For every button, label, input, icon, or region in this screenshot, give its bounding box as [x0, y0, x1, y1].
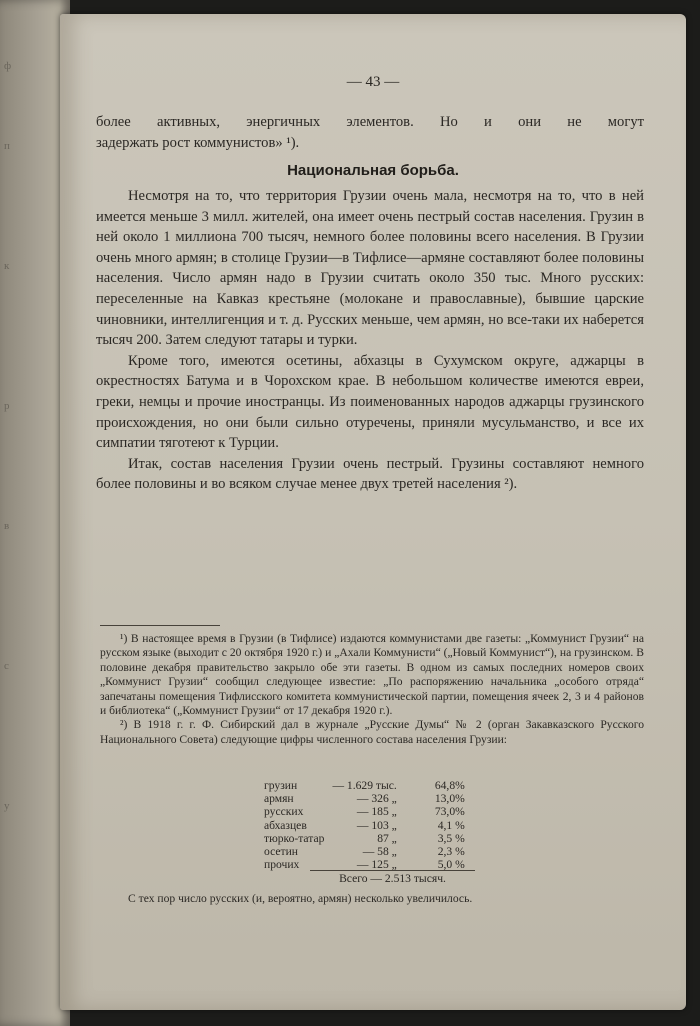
paragraph: Кроме того, имеются осетины, абхазцы в Сухумском округе, аджарцы в окрестностях Батума и в Чорохском крае. В небольшом количестве имеются евреи, греки, немцы и прочие иностранцы. Из поименованных народов аджарцы грузинского происхождения, но они были сильно отуречены, приняли мусульманство, и все их симпатии тяготеют к Турции.: [96, 352, 644, 452]
footnotes: [100, 632, 644, 747]
book-page: [60, 14, 686, 1010]
group-cell: тюрко-татар: [264, 831, 325, 845]
population-row: [260, 792, 469, 805]
paragraph: Несмотря на то, что территория Грузии очень мала, несмотря на то, что в ней имеется меньше 3 милл. жителей, она имеет очень пестрый состав населения. Грузин в ней около 1 миллиона 700 тысяч, немного более половины всего населения. В Грузии очень много армян; в столице Грузии—в Тифлисе—армяне составляют более половины населения. Число армян надо в Грузии считать около 350 тыс. Много русских: переселенные на Кавказ крестьяне (молокане и православные), бывшие царские чиновники, интеллигенция и т. д. Русских меньше, чем армян, но все-таки их наберется тысяч 200. Затем следуют татары и турки.: [96, 188, 644, 349]
footnote-1: ¹) В настоящее время в Грузии (в Тифлисе) издаются коммунистами две газеты: „Коммунист Грузии“ на русском языке (выходит с 20 октября 1920 г.) и „Ахали Коммунисти“ („Новый Коммунист“), на грузинском. В половине декабря правительство закрыло обе эти газеты. В одном из самых последних номеров своих „Коммунист Грузии“ сообщил следующее известие: „По распоряжению начальника „особого отряда“ запечатаны помещения Тифлисского комитета коммунистической партии, помещения ячеек 2, 3 и 4 районов и библиотека“ („Коммунист Грузии“ от 17 декабря 1920 г.).: [100, 632, 644, 718]
count-cell: — 125 „: [356, 858, 397, 872]
group-cell: грузин: [264, 779, 298, 792]
group-cell: осетин: [264, 845, 298, 859]
section-heading: Национальная борьба.: [287, 162, 459, 179]
population-total: Всего — 2.513 тысяч.: [310, 870, 475, 885]
population-table: [260, 779, 469, 871]
count-cell: 87 „: [377, 831, 397, 845]
share-cell: 5,0 %: [437, 858, 465, 872]
intro-line: задержать рост коммунистов» ¹).: [96, 134, 300, 151]
group-cell: прочих: [264, 858, 300, 872]
group-cell: армян: [264, 792, 294, 806]
paragraph: Итак, состав населения Грузии очень пестрый. Грузины составляют немного более половины и во всяком случае менее двух третей населения ²).: [96, 455, 644, 493]
share-cell: 2,3 %: [437, 845, 465, 859]
population-row: [260, 819, 469, 832]
population-row: [260, 845, 469, 858]
count-cell: — 103 „: [356, 818, 397, 832]
left-page-edge: ф п к р в с у: [0, 0, 70, 1026]
share-cell: 64,8%: [434, 779, 465, 792]
main-text: [96, 186, 644, 495]
intro-line: более активных, энергичных элементов. Но и они не могут: [96, 114, 644, 130]
share-cell: 13,0%: [434, 792, 465, 806]
population-row: [260, 832, 469, 845]
count-cell: — 58 „: [362, 845, 397, 859]
footnote-divider: [100, 625, 220, 626]
population-row: [260, 779, 469, 792]
group-cell: абхазцев: [264, 818, 307, 832]
closing-note: С тех пор число русских (и, вероятно, армян) несколько увеличилось.: [128, 892, 473, 905]
count-cell: — 326 „: [356, 792, 397, 806]
population-row: [260, 805, 469, 818]
count-cell: — 1.629 тыс.: [332, 779, 397, 792]
share-cell: 73,0%: [434, 805, 465, 819]
share-cell: 4,1 %: [437, 818, 465, 832]
page-number: — 43 —: [346, 74, 400, 90]
share-cell: 3,5 %: [437, 831, 465, 845]
intro-text: [96, 112, 644, 153]
footnote-2: ²) В 1918 г. г. Ф. Сибирский дал в журнале „Русские Думы“ № 2 (орган Закавказского Русского Национального Совета) следующие цифры численного состава населения Грузии:: [100, 718, 644, 746]
count-cell: — 185 „: [356, 805, 397, 819]
group-cell: русских: [264, 805, 304, 819]
